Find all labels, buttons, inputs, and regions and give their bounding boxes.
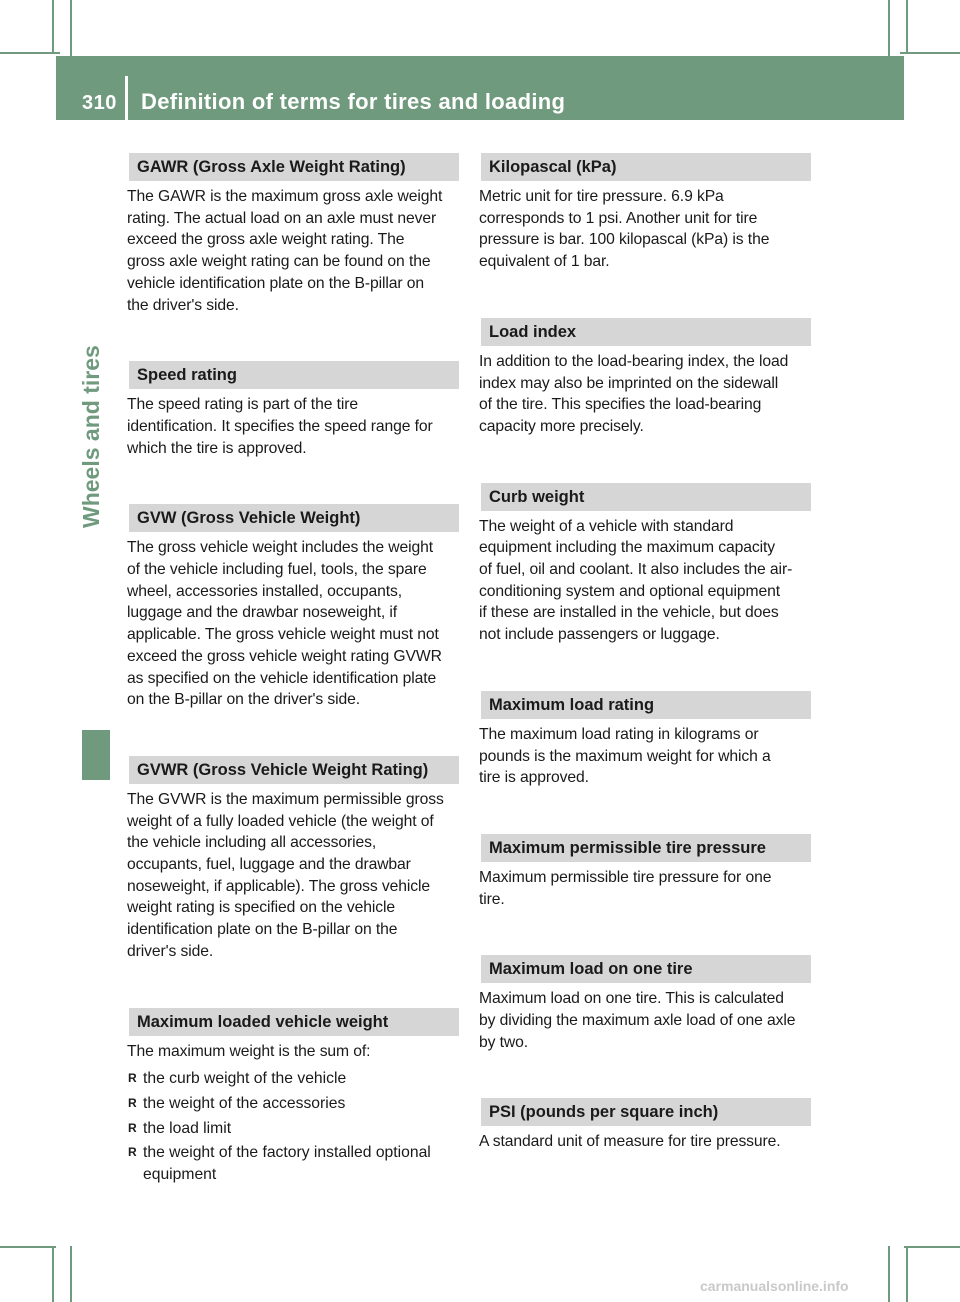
section-max-load-rating — [479, 691, 811, 789]
section-body: The GVWR is the maximum permissible gross weight of a fully loaded vehicle (the weight of the vehicle including all accessories, occupants, fuel, luggage and the drawbar noseweight, if applicable). The gross vehicle weight rating is specified on the vehicle identification plate on the B-pillar on the driver's side. — [127, 790, 444, 960]
section-kilopascal — [479, 153, 811, 273]
crop-mark — [900, 52, 960, 54]
side-tab-marker — [82, 730, 110, 780]
crop-mark — [888, 1246, 890, 1302]
section-body: The weight of a vehicle with standard equipment including the maximum capacity of fuel, oil and coolant. It also includes the air- conditioning system and optional equipment if these are installed in the vehicle, but does not include passengers or luggage. — [479, 517, 793, 644]
section-max-loaded-weight — [127, 1008, 459, 1186]
list-item-text: the load limit — [143, 1119, 232, 1137]
section-max-load-one-tire — [479, 955, 811, 1053]
crop-mark — [70, 0, 72, 56]
section-heading: Maximum load on one tire — [481, 955, 811, 983]
section-gvwr — [127, 756, 459, 963]
section-heading: Maximum loaded vehicle weight — [129, 1008, 459, 1036]
bullet-marker: R — [128, 1071, 137, 1086]
crop-mark — [906, 0, 908, 52]
crop-mark — [888, 0, 890, 56]
crop-mark — [52, 0, 54, 52]
page-number: 310 — [82, 92, 117, 114]
section-psi — [479, 1098, 811, 1153]
list-item-text: the weight of the factory installed optional equipment — [143, 1144, 431, 1184]
bullet-marker: R — [128, 1145, 137, 1160]
section-heading: GVWR (Gross Vehicle Weight Rating) — [129, 756, 459, 784]
section-body: The gross vehicle weight includes the weight of the vehicle including fuel, tools, the spare wheel, accessories installed, occupants, luggage and the drawbar noseweight, if applicable. The gross vehicle weight must not exceed the gross vehicle weight rating GVWR as specified on the vehicle identification plate on the B-pillar on the driver's side. — [127, 539, 442, 709]
section-heading: Maximum load rating — [481, 691, 811, 719]
section-body: Maximum load on one tire. This is calculated by dividing the maximum axle load of one axle by two. — [479, 990, 796, 1051]
section-heading: GAWR (Gross Axle Weight Rating) — [129, 153, 459, 181]
section-gvw — [127, 504, 459, 711]
header-divider — [125, 76, 128, 120]
section-gawr — [127, 153, 459, 316]
crop-mark — [52, 1248, 54, 1302]
section-body: The GAWR is the maximum gross axle weight rating. The actual load on an axle must never exceed the gross axle weight rating. The gross axle weight rating can be found on the vehicle identification plate on the B-pillar on the driver's side. — [127, 188, 443, 314]
section-body: Maximum permissible tire pressure for one tire. — [479, 868, 772, 908]
page-title: Definition of terms for tires and loading — [141, 89, 566, 114]
section-body: In addition to the load-bearing index, the load index may also be imprinted on the sidewall of the tire. This specifies the load-bearing capacity more precisely. — [479, 352, 789, 435]
section-body: The maximum weight is the sum of: — [127, 1042, 371, 1060]
section-load-index — [479, 318, 811, 438]
list-item — [127, 1118, 459, 1140]
crop-mark — [0, 52, 60, 54]
crop-mark — [906, 1248, 908, 1302]
section-body: The maximum load rating in kilograms or pounds is the maximum weight for which a tire is approved. — [479, 725, 771, 787]
crop-mark — [904, 1246, 960, 1248]
section-heading: Speed rating — [129, 361, 459, 389]
list-item-text: the curb weight of the vehicle — [143, 1070, 347, 1088]
bullet-marker: R — [128, 1095, 137, 1110]
section-heading: Load index — [481, 318, 811, 346]
section-body: The speed rating is part of the tire identification. It specifies the speed range for which the tire is approved. — [127, 396, 433, 457]
section-speed-rating — [127, 361, 459, 459]
section-heading: Maximum permissible tire pressure — [481, 834, 811, 862]
left-column — [127, 153, 459, 1231]
section-heading: Kilopascal (kPa) — [481, 153, 811, 181]
section-heading: Curb weight — [481, 483, 811, 511]
section-body: A standard unit of measure for tire pressure. — [479, 1133, 781, 1151]
section-heading: PSI (pounds per square inch) — [481, 1098, 811, 1126]
list-item — [127, 1093, 459, 1115]
watermark: carmanualsonline.info — [700, 1278, 849, 1294]
bullet-list — [127, 1068, 459, 1186]
list-item — [127, 1068, 459, 1090]
crop-mark — [0, 1246, 56, 1248]
list-item-text: the weight of the accessories — [143, 1094, 346, 1112]
list-item — [127, 1142, 459, 1185]
section-heading: GVW (Gross Vehicle Weight) — [129, 504, 459, 532]
bullet-marker: R — [128, 1120, 137, 1135]
right-column — [479, 153, 811, 1198]
section-body: Metric unit for tire pressure. 6.9 kPa corresponds to 1 psi. Another unit for tire pressure is bar. 100 kilopascal (kPa) is the equivalent of 1 bar. — [479, 188, 770, 271]
crop-mark — [70, 1246, 72, 1302]
section-max-tire-pressure — [479, 834, 811, 910]
side-tab-label: Wheels and tires — [78, 345, 104, 528]
section-curb-weight — [479, 483, 811, 646]
